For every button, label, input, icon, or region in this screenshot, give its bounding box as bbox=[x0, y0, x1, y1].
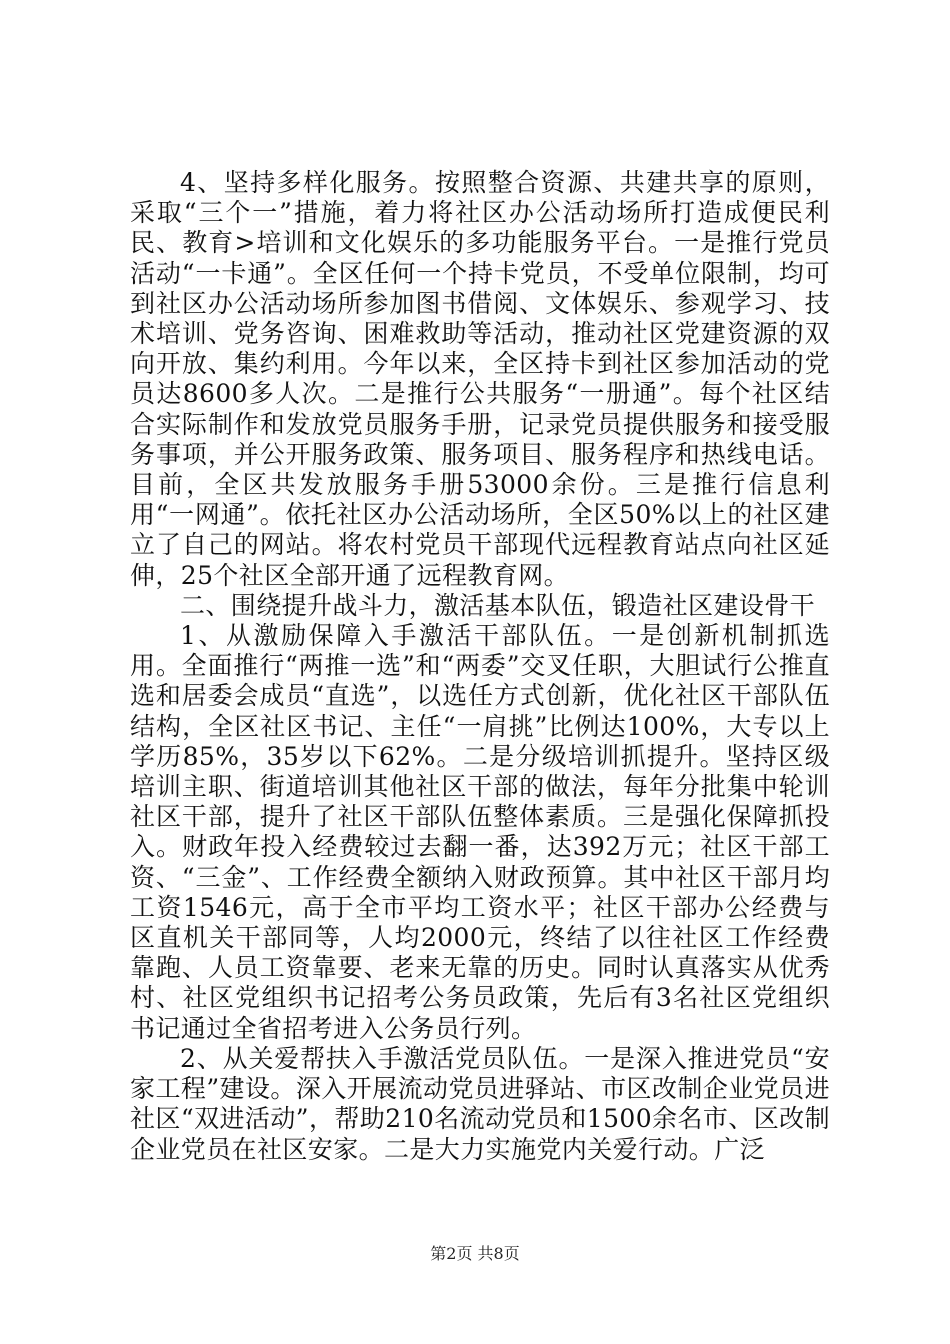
page-footer: 第2页 共8页 bbox=[430, 1244, 520, 1263]
section-heading-2: 二、围绕提升战斗力，激活基本队伍，锻造社区建设骨干 bbox=[180, 590, 816, 620]
paragraph-cadre-team: 1、从激励保障入手激活干部队伍。一是创新机制抓选用。全面推行“两推一选”和“两委”交叉任职，大胆试行公推直选和居委会成员“直选”，以选任方式创新，优化社区干部队伍结构，全区社区书记、主任“一肩挑”比例达100%，大专以上学历85%，35岁以下62%。二是分级培训抓提升。坚持区级培训主职、街道培训其他社区干部的做法，每年分批集中轮训社区干部，提升了社区干部队伍整体素质。三是强化保障抓投入。财政年投入经费较过去翻一番，达392万元；社区干部工资、“三金”、工作经费全额纳入财政预算。其中社区干部月均工资1546元，高于全市平均工资水平；社区干部办公经费与区直机关干部同等，人均2000元，终结了以往社区工作经费靠跑、人员工资靠要、老来无靠的历史。同时认真落实从优秀村、社区党组织书记招考公务员政策，先后有3名社区党组织书记通过全省招考进入公务员行列。 bbox=[130, 621, 830, 1043]
paragraph-diversified-service: 4、坚持多样化服务。按照整合资源、共建共享的原则，采取“三个一”措施，着力将社区办公活动场所打造成便民利民、教育>培训和文化娱乐的多功能服务平台。一是推行党员活动“一卡通”。全区任何一个持卡党员，不受单位限制，均可到社区办公活动场所参加图书借阅、文体娱乐、参观学习、技术培训、党务咨询、困难救助等活动，推动社区党建资源的双向开放、集约利用。今年以来，全区持卡到社区参加活动的党员达8600多人次。二是推行公共服务“一册通”。每个社区结合实际制作和发放党员服务手册，记录党员提供服务和接受服务事项，并公开服务政策、服务项目、服务程序和热线电话。目前，全区共发放服务手册53000余份。三是推行信息利用“一网通”。依托社区办公活动场所，全区50%以上的社区建立了自己的网站。将农村党员干部现代远程教育站点向社区延伸，25个社区全部开通了远程教育网。 bbox=[130, 168, 830, 590]
body-text bbox=[130, 168, 830, 1165]
paragraph-party-member-team: 2、从关爱帮扶入手激活党员队伍。一是深入推进党员“安家工程”建设。深入开展流动党员进驿站、市区改制企业党员进社区“双进活动”，帮助210名流动党员和1500余名市、区改制企业党员在社区安家。二是大力实施党内关爱行动。广泛 bbox=[130, 1043, 830, 1164]
